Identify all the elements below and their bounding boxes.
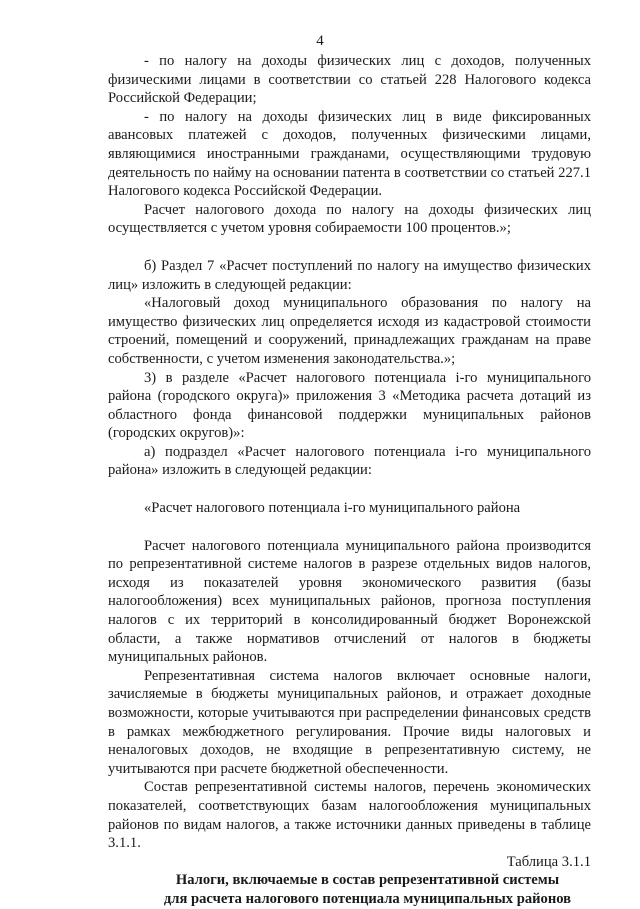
paragraph-section-7: б) Раздел 7 «Расчет поступлений по налогу на имущество физических лиц» изложить в следующей редакции:: [108, 257, 591, 293]
paragraph-calculation: Расчет налогового потенциала муниципального района производится по репрезентативной системе налогов в разрезе отдельных видов налогов, исходя из показателей уровня экономического развития (базы налогообложения) всех муниципальных районов, прогноза поступления налогов с их территорий в консолидированный бюджет Воронежской области, а также нормативов отчислений от налогов в бюджеты муниципальных районов.: [108, 537, 591, 666]
paragraph-subsection-a: а) подраздел «Расчет налогового потенциала i-го муниципального района» изложить в следующей редакции:: [108, 443, 591, 479]
subsection-title: «Расчет налогового потенциала i-го муниципального района: [144, 500, 521, 517]
paragraph-ndfl-228: - по налогу на доходы физических лиц с доходов, полученных физическими лицами в соответствии со статьей 228 Налогового кодекса Российской Федерации;: [108, 53, 591, 107]
table-heading: [108, 871, 591, 908]
paragraph-property-tax: «Налоговый доход муниципального образования по налогу на имущество физических лиц определяется исходя из кадастровой стоимости строений, помещений и сооружений, принадлежащих гражданам на праве собственности, с учетом изменения законодательства.»;: [108, 295, 591, 367]
table-heading-line-1: Налоги, включаемые в состав репрезентативной системы: [175, 872, 560, 889]
table-heading-line-2: для расчета налогового потенциала муниципальных районов: [163, 890, 572, 907]
document-body: [108, 52, 591, 909]
paragraph-ndfl-patent: - по налогу на доходы физических лиц в виде фиксированных авансовых платежей с доходов, полученных физическими лицами, являющимися иностранными гражданами, осуществляющими трудовую деятельность по найму на основании патента в соответствии со статьей 227.1 Налогового кодекса Российской Федерации.: [108, 108, 591, 200]
table-label: Таблица 3.1.1: [506, 853, 591, 870]
page-number: 4: [316, 33, 324, 49]
paragraph-section-3: 3) в разделе «Расчет налогового потенциала i-го муниципального района (городского округа)» приложения 3 «Методика расчета дотаций из областного фонда финансовой поддержки муниципальных районов (городских округов)»:: [108, 369, 591, 442]
paragraph-composition: Состав репрезентативной системы налогов, перечень экономических показателей, соответствующих базам налогообложения муниципальных районов по видам налогов, а также источники данных приведены в таблице 3.1.1.: [108, 779, 591, 852]
paragraph-ndfl-collection: Расчет налогового дохода по налогу на доходы физических лиц осуществляется с учетом уровня собираемости 100 процентов.»;: [108, 201, 591, 237]
paragraph-representative-system: Репрезентативная система налогов включает основные налоги, зачисляемые в бюджеты муниципальных районов, и отражает доходные возможности, которые учитываются при распределении финансовых средств в рамках межбюджетного регулирования. Прочие виды налоговых и неналоговых доходов, не входящие в репрезентативную систему, не учитываются при расчете бюджетной обеспеченности.: [108, 667, 591, 777]
